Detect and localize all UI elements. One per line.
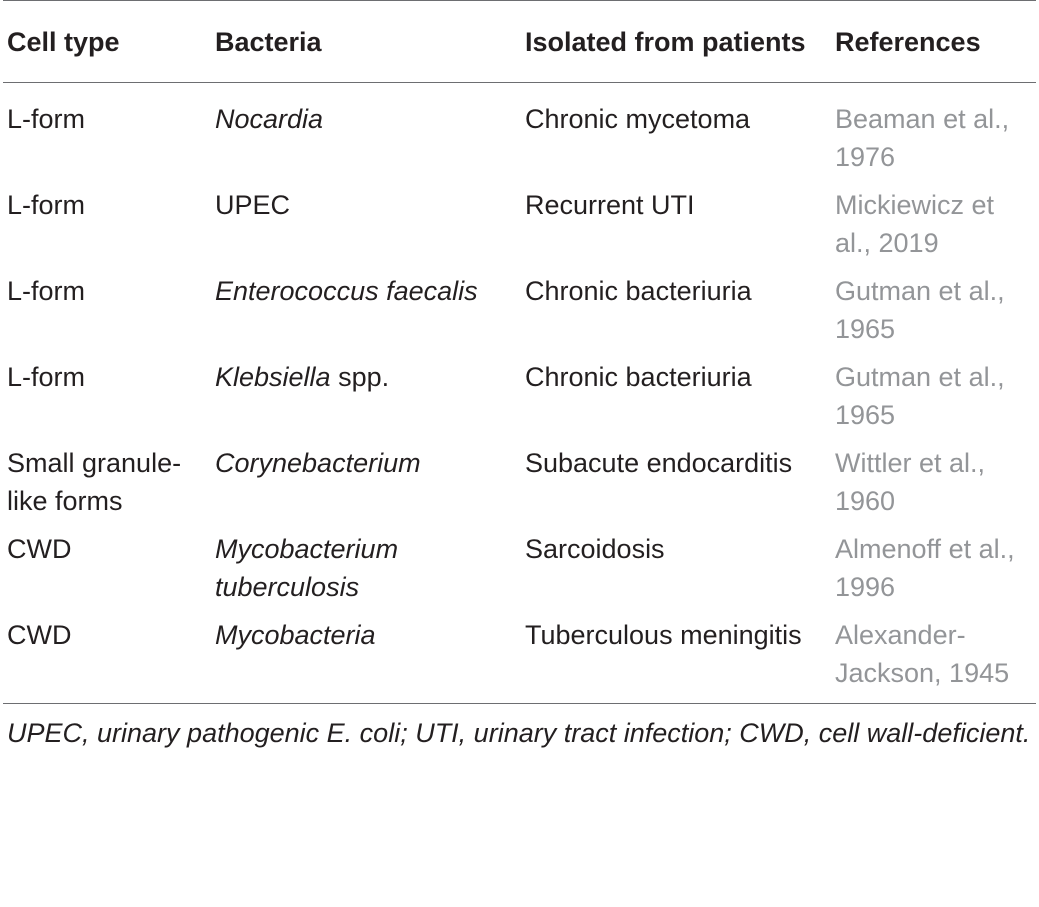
bacteria-cell [211, 272, 521, 358]
table-row [3, 530, 1036, 616]
bacteria-cell [211, 82, 521, 186]
table-row [3, 272, 1036, 358]
table-row [3, 444, 1036, 530]
reference: Almenoff et al., 1996 [835, 533, 1015, 602]
bacteria-name: Mycobacteria [215, 619, 376, 650]
header-isolated-from: Isolated from patients [525, 27, 806, 57]
table-header [3, 1, 1036, 83]
table-row [3, 358, 1036, 444]
header-row [3, 1, 1036, 83]
header-bacteria: Bacteria [215, 27, 322, 57]
reference: Gutman et al., 1965 [835, 361, 1005, 430]
isolated-from: Chronic mycetoma [525, 103, 751, 134]
isolated-from: Chronic bacteriuria [525, 361, 752, 392]
isolated-from: Subacute endocarditis [525, 447, 793, 478]
bacteria-name: Corynebacterium [215, 447, 421, 478]
table-footnote: UPEC, urinary pathogenic E. coli; UTI, urinary tract infection; CWD, cell wall-deficient. [3, 703, 1036, 753]
bacteria-cell [211, 358, 521, 444]
reference: Mickiewicz et al., 2019 [835, 189, 995, 258]
bacteria-cell [211, 530, 521, 616]
reference: Beaman et al., 1976 [835, 103, 1010, 172]
isolated-from: Sarcoidosis [525, 533, 665, 564]
table-body [3, 82, 1036, 703]
bacteria-name: Nocardia [215, 103, 324, 134]
bacteria-cell [211, 444, 521, 530]
cell-type: L-form [7, 189, 86, 220]
cell-type: Small granule-like forms [7, 447, 182, 516]
cell-type: L-form [7, 103, 86, 134]
bacteria-suffix: UPEC [215, 189, 291, 220]
reference: Alexander-Jackson, 1945 [835, 619, 1010, 688]
header-references: References [835, 27, 981, 57]
header-cell-type: Cell type [7, 27, 120, 57]
isolated-from: Chronic bacteriuria [525, 275, 752, 306]
bacteria-cell [211, 616, 521, 703]
bacteria-name: Enterococcus faecalis [215, 275, 478, 306]
cell-type: CWD [7, 619, 72, 650]
cell-type: CWD [7, 533, 72, 564]
bacteria-name: Klebsiella [215, 361, 331, 392]
data-table [3, 0, 1036, 703]
cell-type: L-form [7, 275, 86, 306]
reference: Wittler et al., 1960 [835, 447, 986, 516]
isolated-from: Recurrent UTI [525, 189, 695, 220]
cell-type: L-form [7, 361, 86, 392]
bacteria-name: Mycobacterium tuberculosis [215, 533, 399, 602]
table-row [3, 616, 1036, 703]
bacteria-suffix: spp. [330, 361, 390, 392]
isolated-from: Tuberculous meningitis [525, 619, 802, 650]
reference: Gutman et al., 1965 [835, 275, 1005, 344]
bacteria-cell [211, 186, 521, 272]
table-row [3, 186, 1036, 272]
table-row [3, 82, 1036, 186]
